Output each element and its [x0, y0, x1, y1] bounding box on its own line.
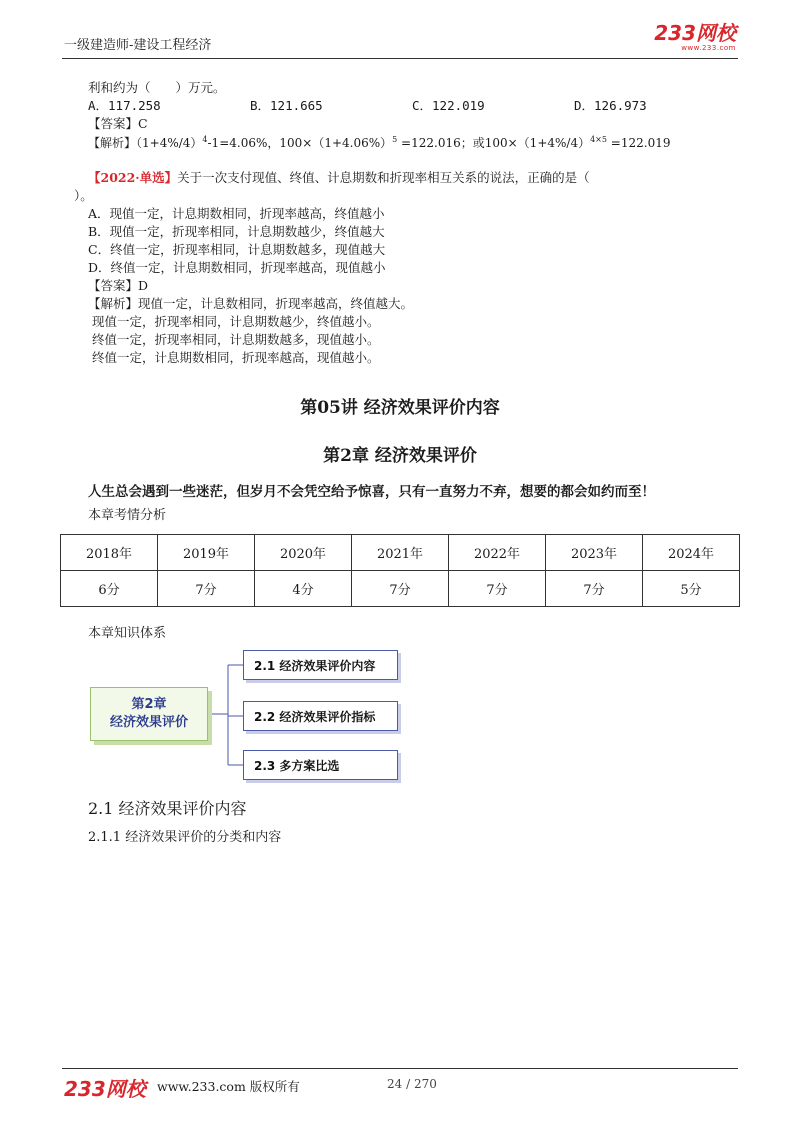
q2-option-d: D．终值一定，计息期数相同，折现率越高，现值越小 [88, 260, 386, 275]
subsection-title: 2.1.1 经济效果评价的分类和内容 [88, 830, 282, 845]
q1-analysis [88, 134, 670, 151]
year-cell: 2021年 [352, 535, 449, 571]
q2-tag: 【2022·单选】 [88, 170, 178, 185]
q2-answer: 【答案】D [88, 278, 149, 293]
q2-option-c: C．终值一定，折现率相同，计息期数越多，现值越大 [88, 242, 386, 257]
year-cell: 2018年 [61, 535, 158, 571]
center-node-line-1: 第2章 [131, 697, 167, 712]
q1-option-a: A．117.258 [88, 98, 161, 113]
year-cell: 2024年 [643, 535, 740, 571]
score-cell: 7分 [352, 571, 449, 607]
lecture-title: 第05讲 经济效果评价内容 [300, 398, 500, 418]
score-cell: 6分 [61, 571, 158, 607]
mind-map-branch-2-2: 2.2 经济效果评价指标 [243, 701, 398, 731]
q2-stem-line [88, 168, 590, 186]
q2-option-b: B．现值一定，折现率相同，计息期数越少，终值越大 [88, 224, 385, 239]
table-row-scores [61, 571, 740, 607]
q1-exp-1: 4 [202, 135, 208, 144]
q1-exp-3: 4×5 [590, 135, 607, 144]
score-cell: 5分 [643, 571, 740, 607]
q1-analysis-part-c: =122.016；或100×（1+4%/4） [397, 136, 591, 150]
q2-analysis-2: 现值一定，折现率相同，计息期数越少，终值越小。 [92, 314, 380, 329]
header-title: 一级建造师-建设工程经济 [64, 38, 212, 53]
motto: 人生总会遇到一些迷茫，但岁月不会凭空给予惊喜，只有一直努力不弃，想要的都会如约而至！ [88, 484, 655, 500]
year-cell: 2023年 [546, 535, 643, 571]
footer-copyright: www.233.com 版权所有 [157, 1079, 300, 1094]
q1-analysis-part-d: =122.019 [606, 136, 671, 150]
chapter-title: 第2章 经济效果评价 [323, 446, 477, 466]
page-number: 24 / 270 [387, 1077, 437, 1091]
page-header [62, 18, 738, 59]
brand-logo [654, 22, 736, 52]
logo-subtext: www.233.com [681, 44, 736, 52]
table-row-years [61, 535, 740, 571]
knowledge-system-label: 本章知识体系 [88, 626, 167, 641]
mind-map-branch-2-1: 2.1 经济效果评价内容 [243, 650, 398, 680]
q1-analysis-part-b: -1=4.06%，100×（1+4.06%） [207, 136, 393, 150]
score-cell: 4分 [255, 571, 352, 607]
q1-option-b: B．121.665 [250, 98, 323, 113]
year-cell: 2022年 [449, 535, 546, 571]
q1-option-d: D．126.973 [574, 98, 647, 113]
q2-option-a: A．现值一定，计息期数相同，折现率越高，终值越小 [88, 206, 385, 221]
q1-option-c: C．122.019 [412, 98, 485, 113]
q1-stem-tail: 利和约为（ ）万元。 [88, 80, 226, 95]
score-cell: 7分 [158, 571, 255, 607]
q2-analysis-3: 终值一定，折现率相同，计息期数越多，现值越小。 [92, 332, 380, 347]
year-cell: 2020年 [255, 535, 352, 571]
year-cell: 2019年 [158, 535, 255, 571]
q1-analysis-part-a: 【解析】（1+4%/4） [88, 136, 203, 150]
score-cell: 7分 [449, 571, 546, 607]
footer-logo: 233网校 [64, 1077, 146, 1101]
q2-analysis-4: 终值一定，计息期数相同，折现率越高，现值越小。 [92, 350, 380, 365]
q2-analysis-1: 【解析】现值一定，计息数相同，折现率越高，终值越大。 [88, 296, 414, 311]
q1-answer: 【答案】C [88, 116, 148, 131]
knowledge-mind-map [88, 645, 418, 790]
q2-stem: 关于一次支付现值、终值、计息期数和折现率相互关系的说法，正确的是（ [177, 170, 590, 185]
center-node-line-2: 经济效果评价 [109, 715, 188, 730]
logo-text: 233网校 [654, 21, 736, 45]
exam-score-table [60, 534, 740, 607]
mind-map-branch-2-3: 2.3 多方案比选 [243, 750, 398, 780]
page-footer [62, 1068, 738, 1099]
section-title: 2.1 经济效果评价内容 [88, 799, 247, 818]
exam-analysis-label: 本章考情分析 [88, 508, 167, 523]
score-cell: 7分 [546, 571, 643, 607]
mind-map-center-node [90, 687, 208, 741]
q1-exp-2: 5 [392, 135, 398, 144]
q2-stem-end: ）。 [74, 188, 93, 203]
